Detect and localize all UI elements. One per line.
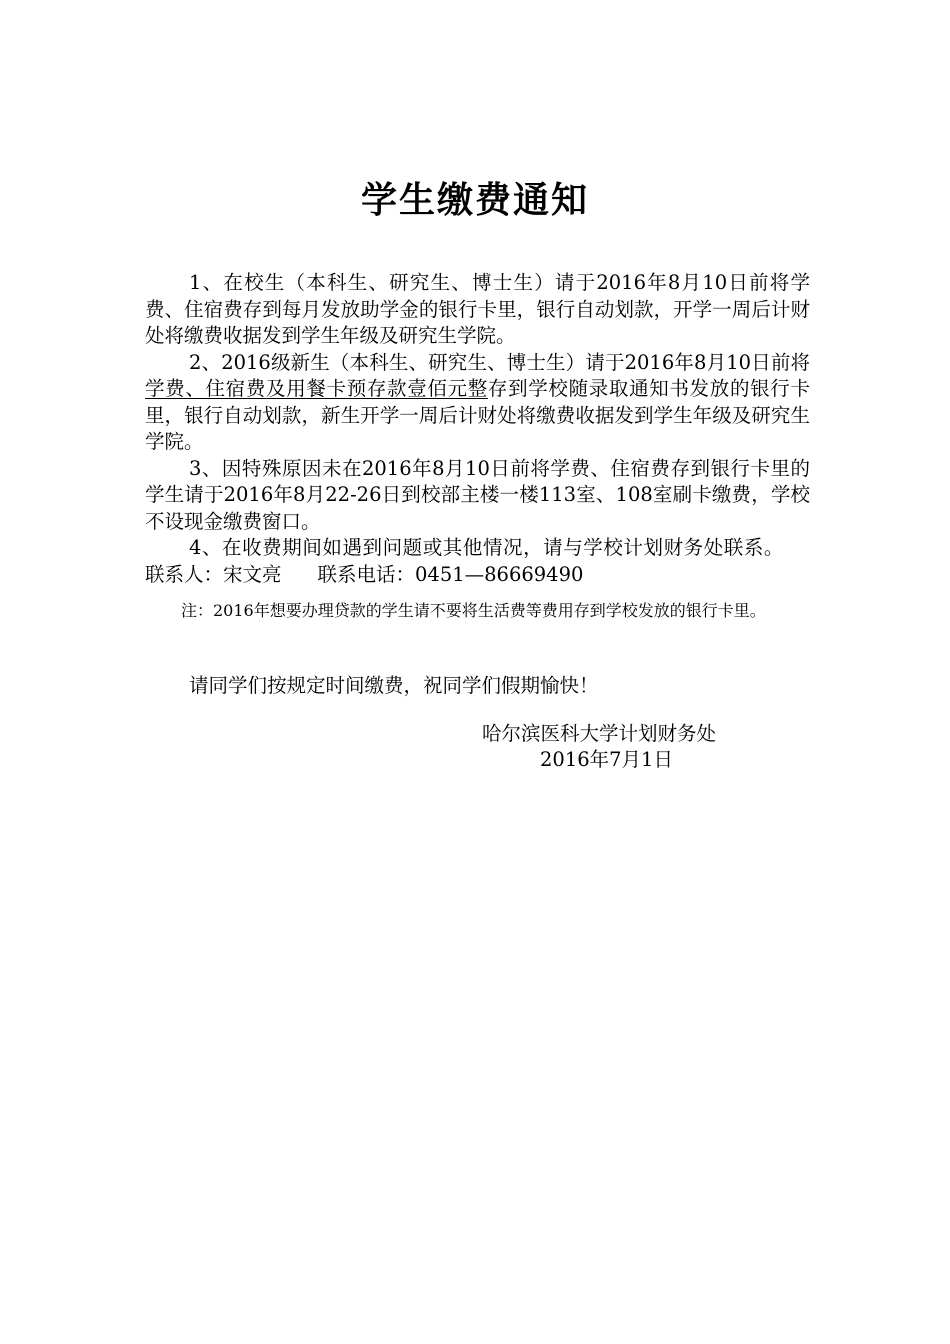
paragraph-2-end: 存到学校随录取通知书发放的银行卡里，银行自动划款，新生开学一周后计财处将缴费收据发到学生年级及研究生学院。	[145, 377, 810, 453]
signature-date: 2016年7月1日	[540, 748, 673, 771]
loan-note-text: 注：2016年想要办理贷款的学生请不要将生活费等费用存到学校发放的银行卡里。	[181, 601, 766, 620]
loan-note	[145, 598, 810, 623]
paragraph-4-text: 4、在收费期间如遇到问题或其他情况，请与学校计划财务处联系。	[189, 536, 784, 559]
holiday-wish: 请同学们按规定时间缴费，祝同学们假期愉快！	[189, 674, 599, 697]
paragraph-2-underlined-fees: 学费、住宿费及用餐卡预存款壹佰元整	[145, 377, 488, 400]
notice-body	[145, 270, 810, 588]
page-title: 学生缴费通知	[360, 180, 589, 221]
paragraph-3: 3、因特殊原因未在2016年8月10日前将学费、住宿费存到银行卡里的学生请于2016年8月22-26日到校部主楼一楼113室、108室刷卡缴费，学校不设现金缴费窗口。	[145, 456, 810, 533]
contact-person: 联系人：宋文亮	[145, 562, 282, 586]
paragraph-2-start: 2、2016级新生（本科生、研究生、博士生）请于2016年8月10日前将	[189, 350, 810, 374]
paragraph-4	[145, 535, 810, 588]
paragraph-1: 1、在校生（本科生、研究生、博士生）请于2016年8月10日前将学费、住宿费存到每月发放助学金的银行卡里，银行自动划款，开学一周后计财处将缴费收据发到学生年级及研究生学院。	[145, 271, 810, 347]
contact-phone: 联系电话：0451—86669490	[317, 562, 584, 586]
signature-organization: 哈尔滨医科大学计划财务处	[482, 722, 717, 745]
paragraph-2	[145, 350, 810, 456]
